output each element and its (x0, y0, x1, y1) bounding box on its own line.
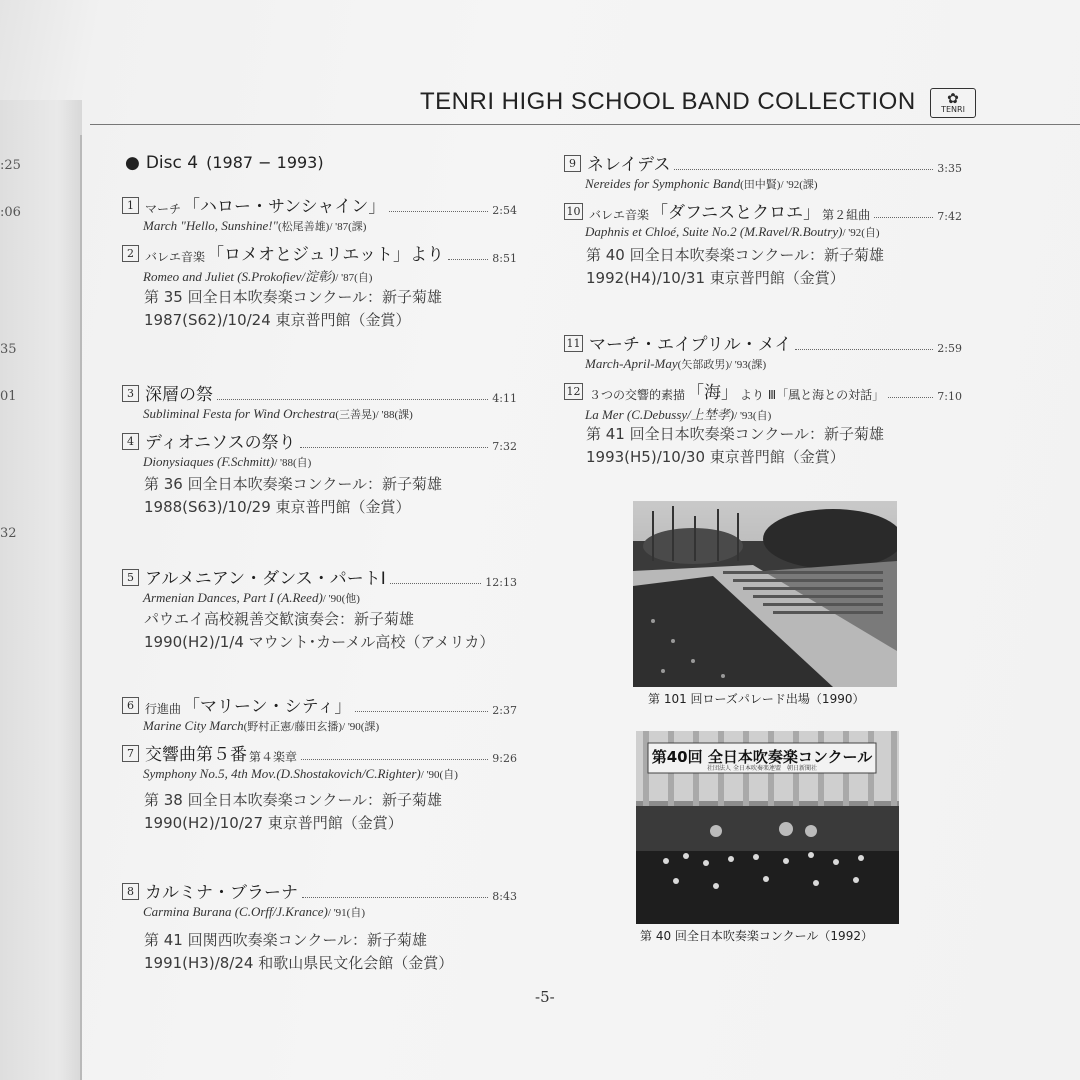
leader-dots (874, 217, 933, 218)
track-suffix: 第２組曲 (822, 208, 871, 222)
track-number: 10 (564, 203, 583, 220)
track-time: 12:13 (485, 576, 517, 589)
prev-page-time: :25 (0, 158, 21, 173)
track-item (122, 878, 517, 920)
track-english-title: March "Hello, Sunshine!" (143, 218, 278, 233)
track-suffix: 第４楽章 (249, 750, 298, 764)
track-title: アルメニアン・ダンス・パートI (145, 569, 386, 589)
performance-date: 1988(S63)/10/29 東京普門館（金賞） (144, 498, 411, 516)
track-english-title: Carmina Burana (C.Orff/J.Krance) (143, 904, 328, 919)
performance-date: 1991(H3)/8/24 和歌山県民文化会館（金賞） (144, 954, 454, 972)
logo-text: TENRI (941, 105, 965, 114)
prev-page-time: :06 (0, 205, 21, 220)
performance-event: 第 40 回全日本吹奏楽コンクール：新子菊雄 (586, 246, 885, 264)
leader-dots (795, 349, 933, 350)
track-title: 深層の祭 (145, 385, 213, 405)
track-item (122, 740, 517, 782)
track-item (122, 192, 517, 234)
track-english-title: La Mer (C.Debussy/上埜孝) (585, 407, 735, 422)
track-title: ネレイデス (587, 155, 671, 175)
track-prefix: マーチ (145, 202, 182, 216)
track-time: 2:59 (937, 342, 962, 355)
performance-note (586, 244, 884, 290)
track-number: 9 (564, 155, 581, 172)
page-number: -5- (535, 988, 555, 1006)
performance-event: パウエイ高校親善交歓演奏会：新子菊雄 (144, 610, 415, 628)
performance-date: 1992(H4)/10/31 東京普門館（金賞） (586, 269, 845, 287)
track-title: 「ハロー・サンシャイン」 (183, 197, 386, 217)
track-suffix: より Ⅲ「風と海との対話」 (740, 388, 885, 402)
track-time: 7:10 (937, 390, 962, 403)
track-english-title: Romeo and Juliet (S.Prokofiev/淀彰) (143, 269, 336, 284)
track-time: 4:11 (492, 392, 517, 405)
track-credit: (松尾善雄)/ '87(課) (278, 221, 367, 233)
track-item (564, 150, 962, 192)
performance-note (586, 423, 884, 469)
prev-page-time: 35 (0, 342, 17, 357)
track-title: マーチ・エイプリル・メイ (589, 335, 792, 355)
track-prefix: バレエ音楽 (145, 250, 206, 264)
track-credit: / '93(自) (734, 410, 772, 422)
performance-event: 第 36 回全日本吹奏楽コンクール：新子菊雄 (144, 475, 443, 493)
disc-range: (1987 − 1993) (206, 153, 324, 172)
performance-note (144, 286, 442, 332)
track-title: 交響曲第５番 (145, 745, 247, 765)
performance-date: 1993(H5)/10/30 東京普門館（金賞） (586, 448, 845, 466)
performance-note (144, 789, 442, 835)
track-number: 5 (122, 569, 139, 586)
track-title: ディオニソスの祭り (145, 433, 296, 453)
track-item (122, 428, 517, 470)
performance-event: 第 41 回関西吹奏楽コンクール：新子菊雄 (144, 931, 428, 949)
performance-event: 第 38 回全日本吹奏楽コンクール：新子菊雄 (144, 791, 443, 809)
track-number: 4 (122, 433, 139, 450)
page-fold (80, 135, 82, 1080)
track-item (122, 240, 517, 285)
track-number: 11 (564, 335, 583, 352)
track-english-title: Nereides for Symphonic Band (585, 176, 741, 191)
leader-dots (389, 211, 488, 212)
track-number: 1 (122, 197, 139, 214)
leader-dots (301, 759, 488, 760)
track-credit: (矢部政男)/ '93(課) (677, 359, 767, 371)
leader-dots (390, 583, 481, 584)
track-english-title: Armenian Dances, Part I (A.Reed) (143, 590, 323, 605)
track-credit: / '92(自) (842, 227, 880, 239)
performance-note (144, 929, 453, 975)
leader-dots (217, 399, 488, 400)
leader-dots (674, 169, 933, 170)
track-credit: (田中賢)/ '92(課) (740, 179, 818, 191)
track-english-title: Daphnis et Chloé, Suite No.2 (M.Ravel/R.Boutry) (585, 224, 843, 239)
leader-dots (300, 447, 489, 448)
track-time: 3:35 (937, 162, 962, 175)
performance-note (144, 608, 494, 654)
disc-heading (125, 153, 324, 173)
track-number: 7 (122, 745, 139, 762)
track-time: 2:37 (492, 704, 517, 717)
performance-event: 第 41 回全日本吹奏楽コンクール：新子菊雄 (586, 425, 885, 443)
track-prefix: バレエ音楽 (589, 208, 650, 222)
prev-page-time: 01 (0, 389, 17, 404)
track-credit: / '88(自) (274, 457, 312, 469)
track-credit: / '91(自) (327, 907, 366, 919)
track-prefix: ３つの交響的素描 (589, 388, 686, 402)
track-number: 3 (122, 385, 139, 402)
track-credit: / '90(自) (420, 769, 458, 781)
track-credit: (野村正憲/藤田玄播)/ '90(課) (243, 721, 380, 733)
track-time: 8:51 (492, 252, 517, 265)
leader-dots (302, 897, 488, 898)
track-english-title: Subliminal Festa for Wind Orchestra (143, 406, 336, 421)
track-title: カルミナ・ブラーナ (145, 883, 298, 903)
track-time: 9:26 (492, 752, 517, 765)
school-logo (930, 88, 976, 118)
track-title: 「海」 (687, 383, 739, 403)
track-item (122, 380, 517, 422)
track-credit: / '90(他) (322, 593, 360, 605)
performance-date: 1990(H2)/1/4 マウント･カーメル高校（アメリカ） (144, 633, 495, 651)
page-header-title: TENRI HIGH SCHOOL BAND COLLECTION (420, 88, 916, 115)
performance-event: 第 35 回全日本吹奏楽コンクール：新子菊雄 (144, 288, 443, 306)
performance-note (144, 473, 442, 519)
header-rule (90, 124, 1080, 125)
leader-dots (448, 259, 488, 260)
track-item (122, 692, 517, 734)
leader-dots (888, 397, 933, 398)
leader-dots (355, 711, 488, 712)
track-english-title: Marine City March (143, 718, 244, 733)
concert-banner: 第40回 全日本吹奏楽コンクール (651, 748, 873, 766)
track-credit: (三善晃)/ '88(課) (335, 409, 413, 421)
concert-banner-sub: 社団法人 全日本吹奏楽連盟 朝日新聞社 (707, 765, 817, 772)
performance-date: 1990(H2)/10/27 東京普門館（金賞） (144, 814, 403, 832)
track-item (564, 378, 962, 423)
track-english-title: Symphony No.5, 4th Mov.(D.Shostakovich/C.Righter) (143, 766, 421, 781)
track-title: 「マリーン・シティ」 (183, 697, 352, 717)
bullet-icon: ● (125, 153, 140, 173)
rose-parade-photo (633, 501, 897, 687)
disc-label: Disc 4 (145, 153, 199, 173)
photo-caption: 第 40 回全日本吹奏楽コンクール（1992） (640, 929, 873, 943)
track-credit: / '87(自) (335, 272, 373, 284)
track-prefix: 行進曲 (145, 702, 182, 716)
track-item (122, 564, 517, 606)
track-english-title: Dionysiaques (F.Schmitt) (143, 454, 275, 469)
track-item (564, 198, 962, 240)
prev-page-time: 32 (0, 526, 17, 541)
track-number: 12 (564, 383, 583, 400)
concert-photo (636, 731, 899, 924)
track-english-title: March-April-May (585, 356, 678, 371)
track-time: 8:43 (492, 890, 517, 903)
track-number: 2 (122, 245, 139, 262)
photo-caption: 第 101 回ローズパレード出場（1990） (648, 692, 865, 706)
track-time: 7:32 (492, 440, 517, 453)
track-number: 8 (122, 883, 139, 900)
track-time: 7:42 (937, 210, 962, 223)
previous-page-edge (0, 100, 82, 1080)
track-time: 2:54 (492, 204, 517, 217)
track-title: 「ロメオとジュリエット」より (207, 245, 444, 265)
logo-emblem-icon: ✿ (947, 91, 959, 107)
track-item (564, 330, 962, 372)
track-number: 6 (122, 697, 139, 714)
track-title: 「ダフニスとクロエ」 (651, 203, 821, 223)
performance-date: 1987(S62)/10/24 東京普門館（金賞） (144, 311, 411, 329)
